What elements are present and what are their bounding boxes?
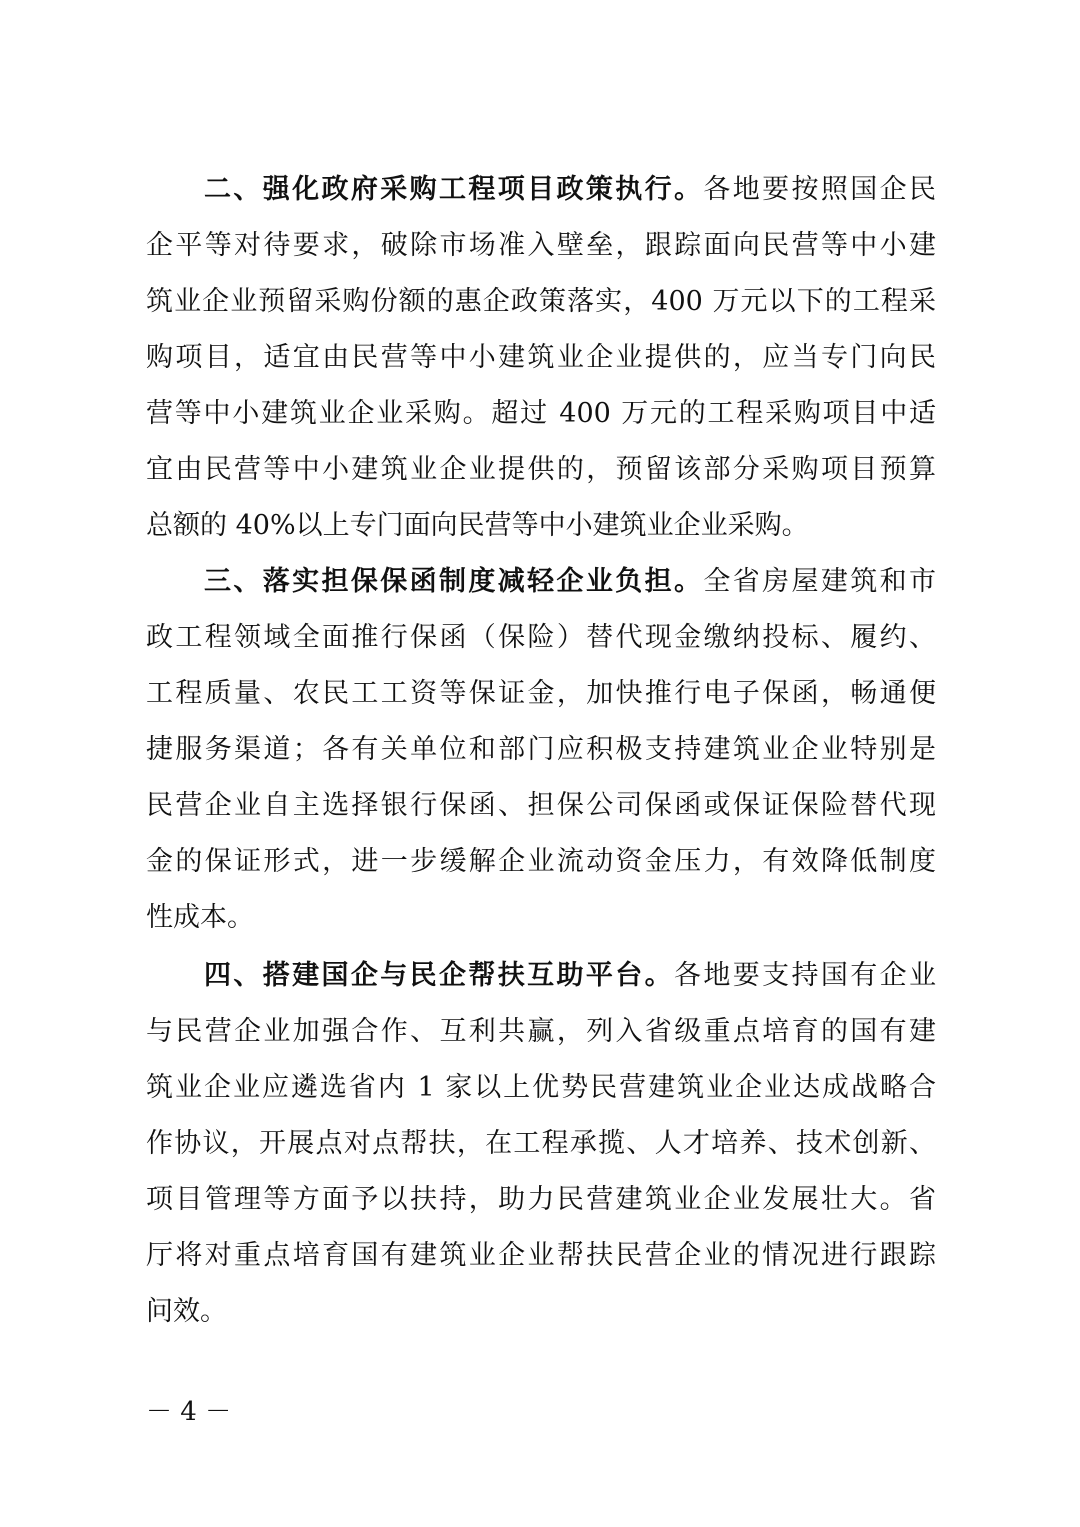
paragraph-line: 总额的 40%以上专门面向民营等中小建筑业企业采购。 — [146, 510, 809, 541]
paragraph-line: 性成本。 — [146, 902, 254, 933]
paragraph-text: 全省房屋建筑和市 — [703, 566, 936, 597]
paragraph-line: 工程质量、农民工工资等保证金，加快推行电子保函，畅通便 — [146, 678, 936, 709]
paragraph-line — [204, 562, 936, 602]
page-number: － 4 － — [146, 1397, 232, 1427]
paragraph-text: 各地要按照国企民 — [703, 174, 936, 205]
section-heading: 三、落实担保保函制度减轻企业负担。 — [204, 566, 704, 597]
paragraph-line — [204, 956, 936, 996]
paragraph-line: 民营企业自主选择银行保函、担保公司保函或保证保险替代现 — [146, 790, 936, 821]
paragraph-line: 作协议，开展点对点帮扶，在工程承揽、人才培养、技术创新、 — [146, 1128, 936, 1159]
paragraph-line: 金的保证形式，进一步缓解企业流动资金压力，有效降低制度 — [146, 846, 936, 877]
paragraph-line: 项目管理等方面予以扶持，助力民营建筑业企业发展壮大。省 — [146, 1184, 936, 1215]
section-heading: 二、强化政府采购工程项目政策执行。 — [204, 174, 704, 205]
section-heading: 四、搭建国企与民企帮扶互助平台。 — [204, 960, 674, 991]
paragraph-line: 与民营企业加强合作、互利共赢，列入省级重点培育的国有建 — [146, 1016, 936, 1047]
paragraph-line: 筑业企业应遴选省内 1 家以上优势民营建筑业企业达成战略合 — [146, 1072, 936, 1103]
paragraph-line: 营等中小建筑业企业采购。超过 400 万元的工程采购项目中适 — [146, 398, 936, 429]
paragraph-line: 问效。 — [146, 1296, 227, 1327]
paragraph-line: 厅将对重点培育国有建筑业企业帮扶民营企业的情况进行跟踪 — [146, 1240, 936, 1271]
paragraph-line: 企平等对待要求，破除市场准入壁垒，跟踪面向民营等中小建 — [146, 230, 936, 261]
paragraph-text: 各地要支持国有企业 — [674, 960, 936, 991]
paragraph-line: 购项目，适宜由民营等中小建筑业企业提供的，应当专门向民 — [146, 342, 936, 373]
paragraph-line — [204, 170, 936, 210]
paragraph-line: 宜由民营等中小建筑业企业提供的，预留该部分采购项目预算 — [146, 454, 936, 485]
paragraph-line: 政工程领域全面推行保函（保险）替代现金缴纳投标、履约、 — [146, 622, 936, 653]
paragraph-line: 捷服务渠道；各有关单位和部门应积极支持建筑业企业特别是 — [146, 734, 936, 765]
paragraph-line: 筑业企业预留采购份额的惠企政策落实，400 万元以下的工程采 — [146, 286, 936, 317]
